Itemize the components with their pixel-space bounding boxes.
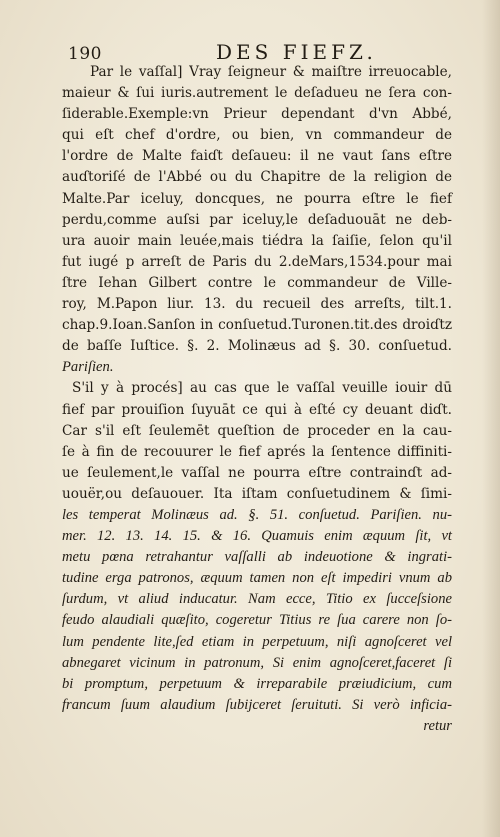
text-line: uouër,ou deſauouer. Ita iſtam conſuetudinem & ſimi-: [62, 485, 452, 502]
running-head: DES FIEFZ.: [216, 40, 377, 64]
text-line: mer. 12. 13. 14. 15. & 16. Quamuis enim æquum ſit, vt: [62, 528, 452, 545]
text-line: fut iugé p arreſt de Paris du 2.deMars,1534.pour mai: [62, 253, 452, 270]
text-line: auɗtoriſé de l'Abbé ou du Chapitre de la religion de: [62, 169, 452, 186]
text-line: l'ordre de Malte faiɗt deſaueu: il ne vaut ſans eſtre: [62, 148, 452, 165]
text-line: ſiderable.Exemple:vn Prieur dependant d'vn Abbé,: [62, 106, 452, 123]
catchword: retur: [423, 717, 452, 734]
text-line: lum pendente lite,ſed etiam in perpetuum, niſi agnoſceret vel: [62, 633, 452, 650]
text-line: les temperat Molinæus ad. §. 51. conſuetud. Pariſien. nu-: [62, 506, 452, 523]
text-line: abnegaret vicinum in patronum, Si enim agnoſceret,faceret ſi: [62, 654, 452, 671]
text-line: perdu,comme auſsi par iceluy,le deſaduouāt ne deb-: [62, 211, 452, 228]
text-line: ura auoir main leuée,mais tiédra la ſaiſie, ſelon qu'il: [62, 232, 452, 249]
text-line: Pariſien.: [62, 359, 114, 376]
text-line: feudo alaudiali quæſito, cogeretur Titius re ſua carere non ſo-: [62, 612, 452, 629]
text-line: metu pœna retrahantur vaſſalli ab indeuotione & ingrati-: [62, 549, 452, 566]
text-line: ſurdum, vt aliud inducatur. Nam ecce, Titio ex ſucceſsione: [62, 591, 452, 608]
text-line: Par le vaſſal] Vray ſeigneur & maiſtre irreuocable,: [90, 64, 452, 80]
text-line: ue ſeulement,le vaſſal ne pourra eſtre contrainɗt ad-: [62, 464, 452, 481]
page-number: 190: [68, 44, 102, 64]
text-line: maieur & ſui iuris.autrement le deſadueu ne ſera con-: [62, 85, 452, 102]
text-line: francum ſuum alaudium ſubijceret ſeruituti. Si verò inficia-: [62, 696, 452, 713]
text-line: ſe à fin de recouurer le fief aprés la ſentence diffiniti-: [62, 443, 452, 460]
text-line: fief par prouiſion ſuyuāt ce qui à eſté cy deuant diɗt.: [62, 401, 452, 418]
text-line: bi promptum, perpetuum & irreparabile præiudicium, cum: [62, 675, 452, 692]
text-line: S'il y à procés] au cas que le vaſſal veuille iouir dū: [72, 380, 452, 397]
text-line: chap.9.Ioan.Sanſon in conſuetud.Turonen.tit.des droiɗtz: [62, 317, 452, 334]
text-line: Malte.Par iceluy, doncques, ne pourra eſtre le fief: [62, 190, 452, 207]
text-line: qui eſt chef d'ordre, ou bien, vn commandeur de: [62, 127, 452, 144]
text-line: Car s'il eſt ſeulemēt queſtion de proceder en la cau-: [62, 422, 452, 439]
text-line: tudine erga patronos, æquum tamen non eſt impediri vnum ab: [62, 570, 452, 587]
body-text: [62, 62, 452, 737]
text-line: ſtre Iehan Gilbert contre le commandeur de Ville-: [62, 274, 452, 291]
text-line: de baſſe Iuſtice. §. 2. Molinæus ad §. 30. conſuetud.: [62, 338, 452, 355]
text-line: roy, M.Papon liur. 13. du recueil des arreſts, tilt.1.: [62, 296, 452, 313]
